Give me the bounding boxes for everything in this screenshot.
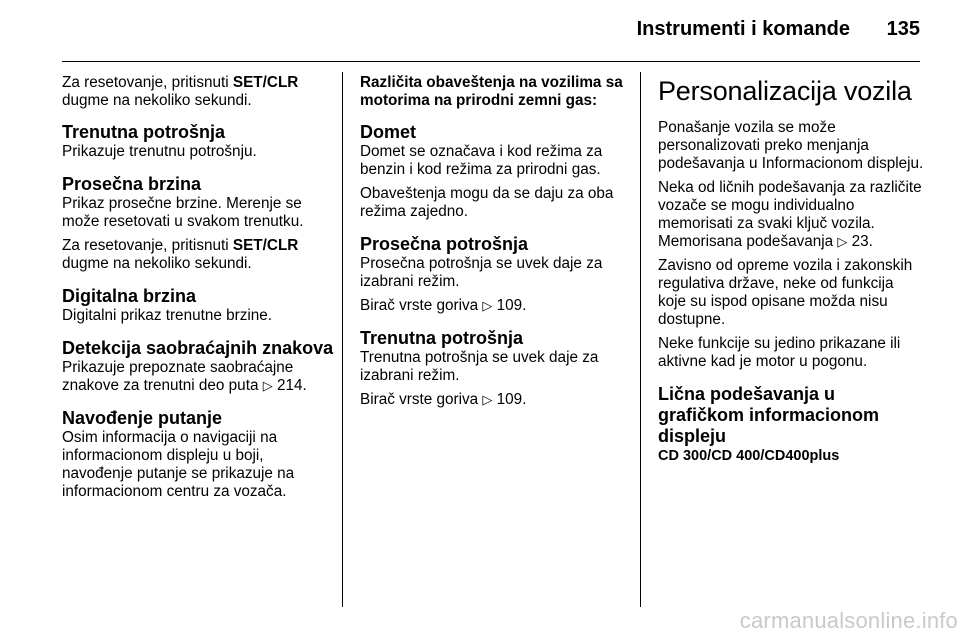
section-text: Zavisno od opreme vozila i zakonskih regulativa države, neke od funkcija koje su ispod opisane možda nisu dostupne. xyxy=(658,257,913,328)
running-header-title: Instrumenti i komande xyxy=(636,18,850,40)
middle-column xyxy=(360,74,634,415)
section-text: Birač vrste goriva ▷ 109. xyxy=(360,297,527,314)
section-text: Digitalni prikaz trenutne brzine. xyxy=(62,307,273,324)
section-text: Neka od ličnih podešavanja za različite vozače se mogu individualno memorisati za svaki ključ vozila. Memorisana podešavanja ▷ 23. xyxy=(658,179,922,250)
section-text: Neke funkcije su jedino prikazane ili aktivne kad je motor u pogonu. xyxy=(658,335,901,370)
column-divider xyxy=(342,72,343,607)
section-text: Trenutna potrošnja se uvek daje za izabrani režim. xyxy=(360,349,599,384)
page-reference[interactable]: 109. xyxy=(496,391,527,408)
set-clr-button-label: SET/CLR xyxy=(232,237,299,254)
section-text: Birač vrste goriva ▷ 109. xyxy=(360,391,527,408)
chapter-title: Personalizacija vozila xyxy=(658,76,912,106)
section-title-current-consumption: Trenutna potrošnja xyxy=(360,328,524,348)
section-title-average-speed: Prosečna brzina xyxy=(62,174,202,194)
cng-lead: Različita obaveštenja na vozilima sa motorima na prirodni zemni gas: xyxy=(360,74,623,109)
section-text: Ponašanje vozila se može personalizovati preko menjanja podešavanja u Informacionom displeju. xyxy=(658,119,924,172)
section-title-traffic-sign-detection: Detekcija saobraćajnih znakova xyxy=(62,338,334,358)
section-text: Obaveštenja mogu da se daju za oba režima zajedno. xyxy=(360,185,614,220)
arrow-reference-icon: ▷ xyxy=(262,378,273,393)
section-title-digital-speed: Digitalna brzina xyxy=(62,286,197,306)
section-title-average-consumption: Prosečna potrošnja xyxy=(360,234,529,254)
arrow-reference-icon: ▷ xyxy=(482,392,493,407)
section-text: Prikaz prosečne brzine. Merenje se može resetovati u svakom trenutku. xyxy=(62,195,304,230)
reset-instruction: Za resetovanje, pritisnuti SET/CLR dugme na nekoliko sekundi. xyxy=(62,74,299,109)
section-text: Prikazuje prepoznate saobraćajne znakove za trenutni deo puta ▷ 214. xyxy=(62,359,307,394)
section-title-route-guidance: Navođenje putanje xyxy=(62,408,223,428)
page-number: 135 xyxy=(886,18,920,40)
section-title-personal-settings: Lična podešavanja u grafičkom informacionom displeju xyxy=(658,384,880,446)
arrow-reference-icon: ▷ xyxy=(837,234,848,249)
set-clr-button-label: SET/CLR xyxy=(232,74,299,91)
section-text: Prosečna potrošnja se uvek daje za izabrani režim. xyxy=(360,255,603,290)
section-text: Osim informacija o navigaciji na informacionom displeju u boji, navođenje putanje se prikazuje na informacionom centru za vozača. xyxy=(62,429,295,500)
section-title-current-consumption: Trenutna potrošnja xyxy=(62,122,226,142)
column-divider xyxy=(640,72,641,607)
page-reference[interactable]: 214. xyxy=(276,377,307,394)
watermark: carmanualsonline.info xyxy=(739,608,958,633)
right-column xyxy=(658,74,924,465)
arrow-reference-icon: ▷ xyxy=(482,298,493,313)
header-rule xyxy=(62,61,920,62)
page-reference[interactable]: 109. xyxy=(496,297,527,314)
section-text: Prikazuje trenutnu potrošnju. xyxy=(62,143,257,160)
section-text: Domet se označava i kod režima za benzin i kod režima za prirodni gas. xyxy=(360,143,603,178)
left-column xyxy=(62,74,334,507)
page-reference[interactable]: 23. xyxy=(851,233,873,250)
reset-instruction: Za resetovanje, pritisnuti SET/CLR dugme na nekoliko sekundi. xyxy=(62,237,299,272)
model-subheading: CD 300/CD 400/CD400plus xyxy=(658,448,840,464)
section-title-range: Domet xyxy=(360,122,417,142)
